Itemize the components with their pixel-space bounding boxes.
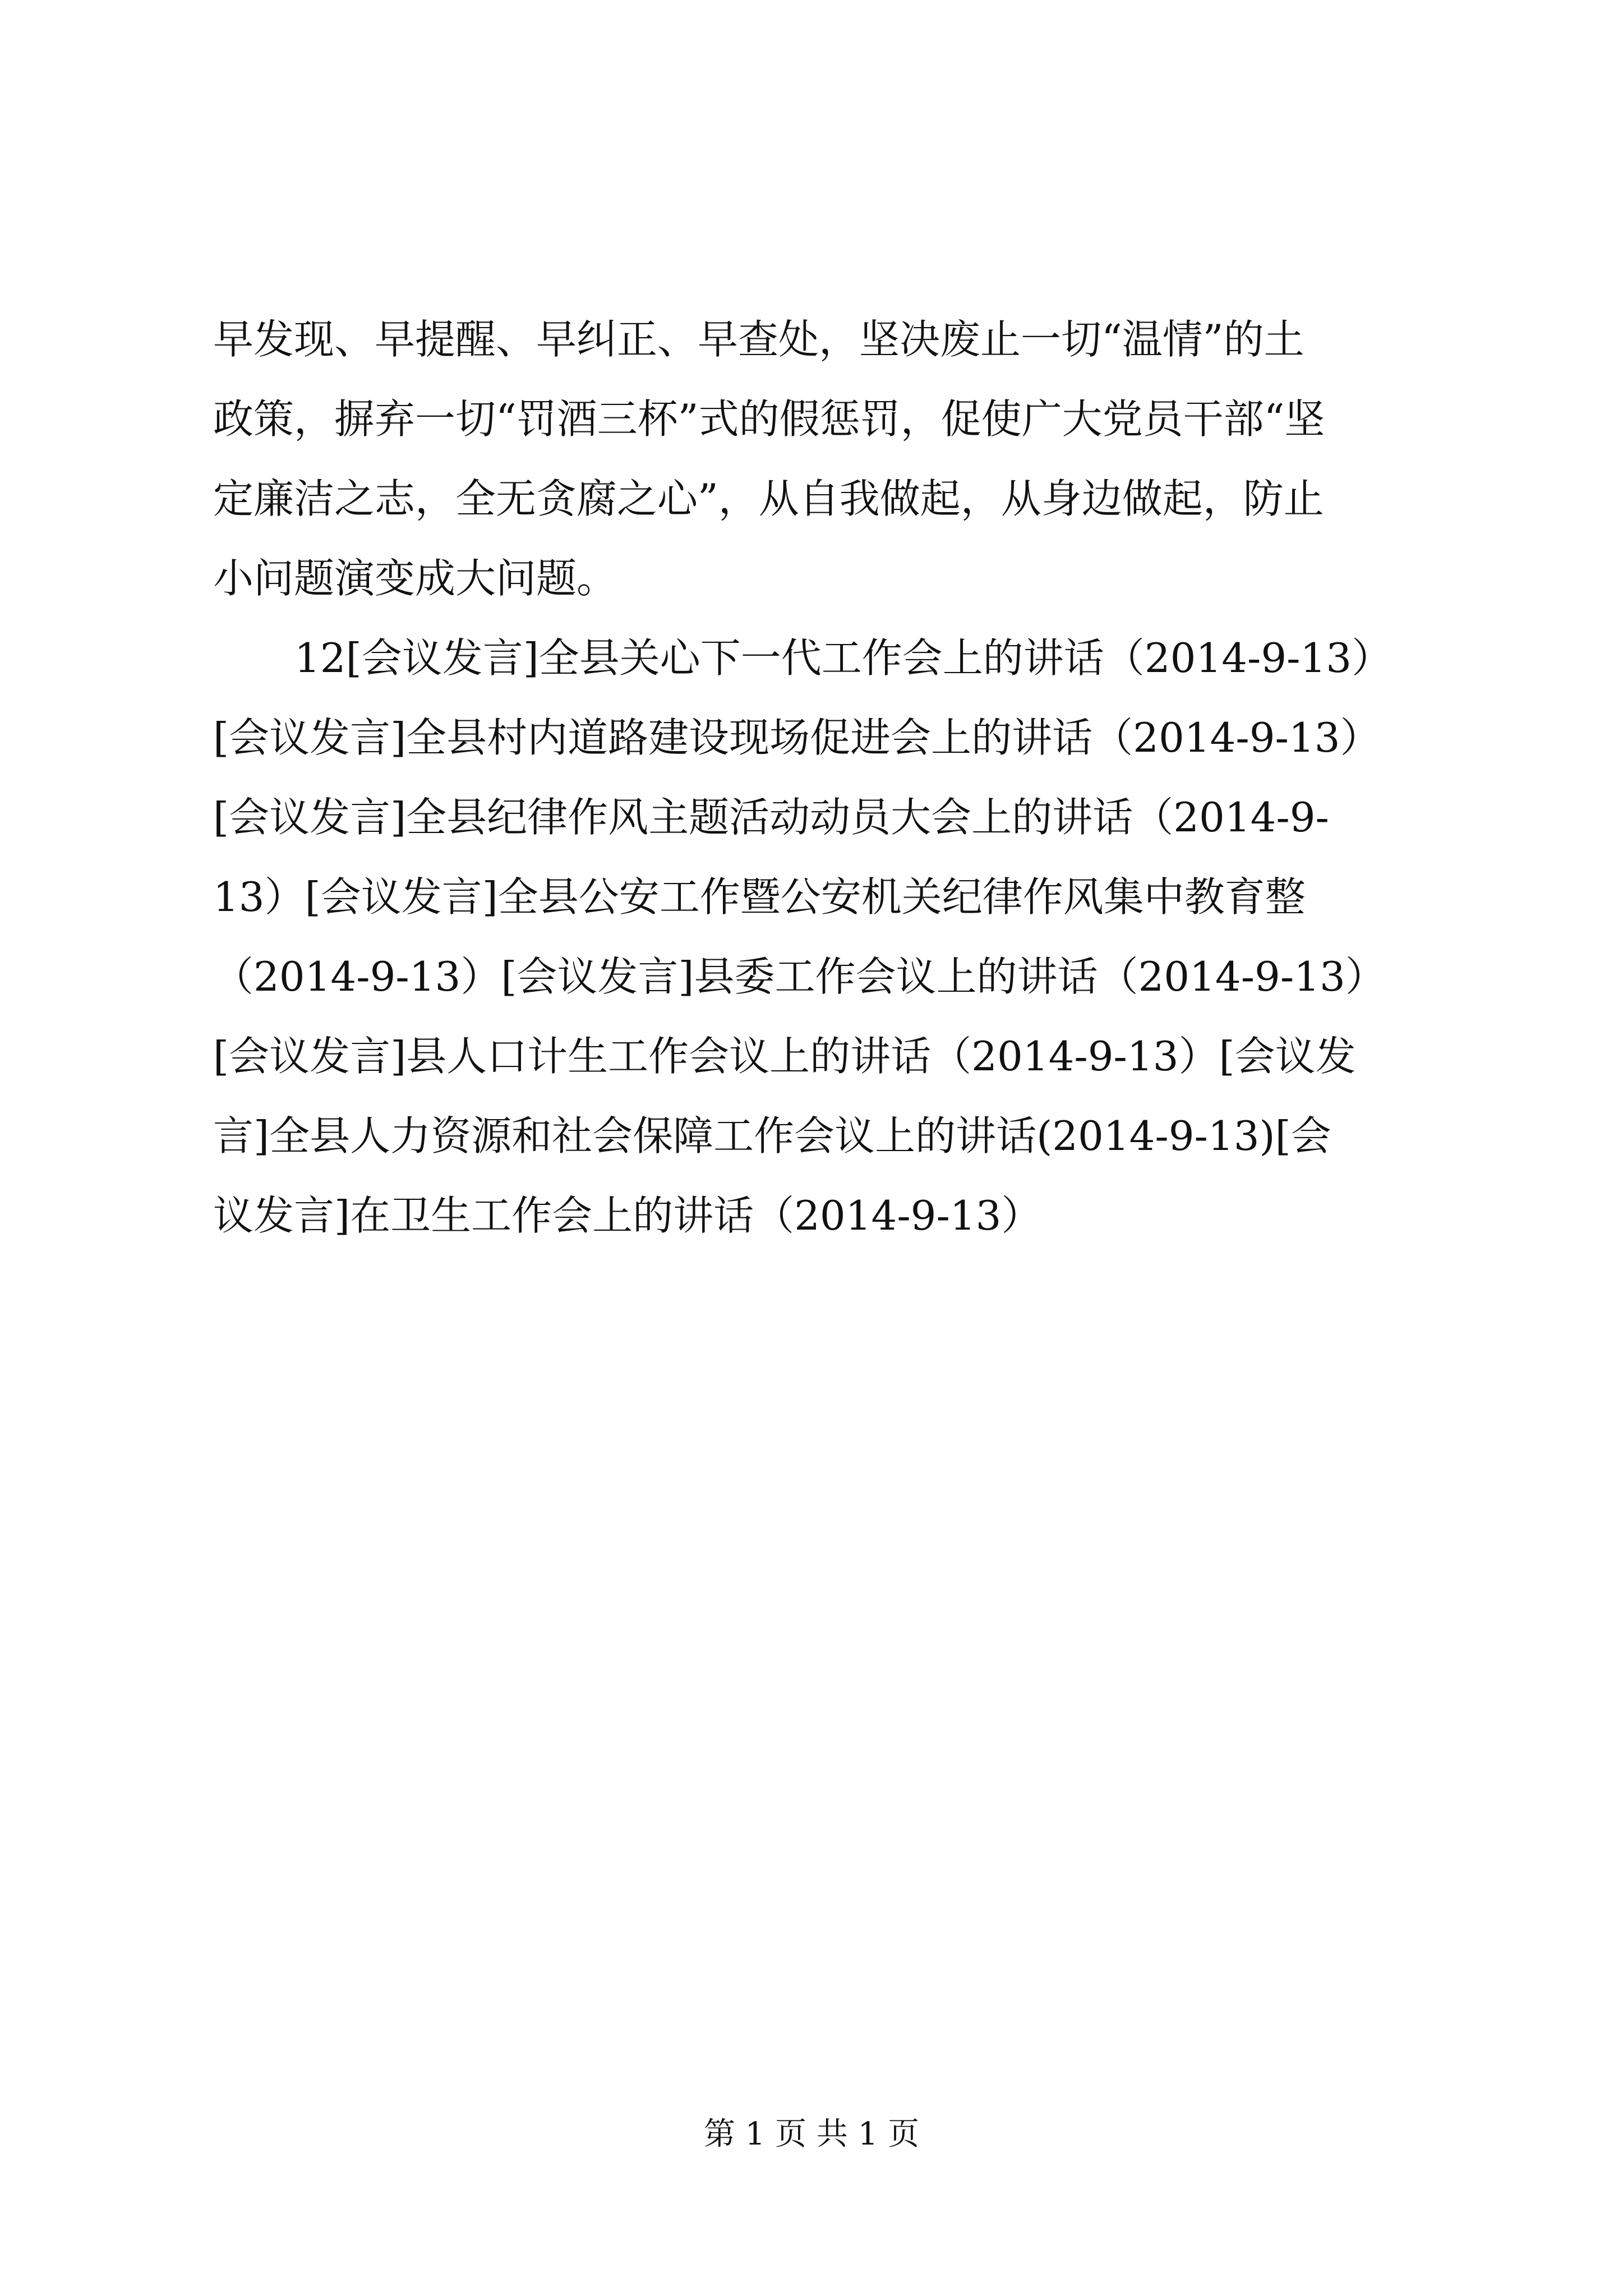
body-text-line: 早发现、早提醒、早纠正、早查处，坚决废止一切“温情”的土 [213,316,1304,363]
related-links-line: [会议发言]全县村内道路建设现场促进会上的讲话（2014-9-13） [213,714,1381,761]
related-links-line: 议发言]在卫生工作会上的讲话（2014-9-13） [213,1192,1042,1239]
body-text-line: 政策，摒弃一切“罚酒三杯”式的假惩罚，促使广大党员干部“坚 [213,395,1325,443]
related-links-line: 言]全县人力资源和社会保障工作会议上的讲话(2014-9-13)[会 [213,1112,1331,1159]
page-footer: 第 1 页 共 1 页 [703,2116,920,2152]
related-links-line: 13）[会议发言]全县公安工作暨公安机关纪律作风集中教育整 [213,873,1306,921]
related-links-line: 12[会议发言]全县关心下一代工作会上的讲话（2014-9-13） [294,634,1393,682]
related-links-line: （2014-9-13）[会议发言]县委工作会议上的讲话（2014-9-13） [213,953,1386,1000]
body-text-line: 定廉洁之志，全无贪腐之心”，从自我做起，从身边做起，防止 [213,475,1324,522]
related-links-line: [会议发言]县人口计生工作会议上的讲话（2014-9-13）[会议发 [213,1033,1356,1080]
body-text-line: 小问题演变成大问题。 [213,555,617,602]
related-links-line: [会议发言]全县纪律作风主题活动动员大会上的讲话（2014-9- [213,794,1329,841]
